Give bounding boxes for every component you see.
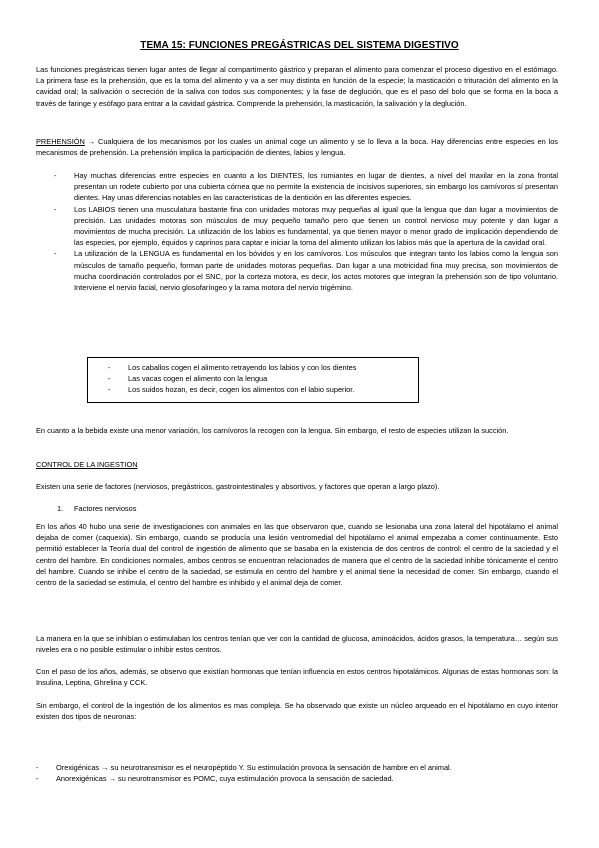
arrow-icon: → (87, 137, 96, 146)
prehension-heading: PREHENSIÓN (36, 137, 85, 146)
list-item-labios: - Los LABIOS tienen una musculatura bastante fina con unidades motoras muy pequeñas al igual que la lengua que dan lugar a movimientos de precisión. Las unidades motoras son músculos de muy pequeño tamaño pero que tienen un control nervioso muy potente y dan lugar a movimientos de mucha precisión. La utilización de los labios es fundamental, ya que tienen mayor o menor grado de implicación dependiendo de las especies, por ejemplo, équidos y caprinos para captar e iniciar la toma del alimento utilizan los labios más que la apertura de la cavidad oral. (36, 204, 558, 249)
list-item-dientes: - Hay muchas diferencias entre especies en cuanto a los DIENTES, los rumiantes en lugar de dientes, a nivel del maxilar en la zona frontal presentan un rodete cubierto por una cubierta córnea que no permite la existencia de incisivos superiores, sin embargo los carnívoros sí presentan dientes. Hay unas diferencias notables en las características de la dentición en las diferentes especies. (36, 170, 558, 204)
control-intro: Existen una serie de factores (nerviosos, pregástricos, gastrointestinales y absortivos, y factores que operan a largo plazo). (36, 482, 440, 491)
list-item-orexigenicas: - Orexigénicas → su neurotransmisor es el neuropéptido Y. Su estimulación provoca la sensación de hambre en el animal. (36, 762, 558, 773)
factores-paragraph-1: En los años 40 hubo una serie de investigaciones con animales en las que observaron que, cuando se lesionaba una zona lateral del hipotálamo el animal dejaba de comer (caquexia). Sin embargo, cuando se producía una lesión ventromedial del hipotálamo el animal empezaba a comer continuamente. Esto permitió establecer la Teoría dual del control de ingestión de alimento que se basaba en la existencia de dos centros de control: el centro de la saciedad y el centro del hambre. En condiciones normales, ambos centros se encuentran relacionados de manera que el centro de la saciedad inhibe tónicamente el centro del hambre. Cuando se inhibe el centro de la saciedad, se estimula en centro del hambre y el animal tiene la necesidad de comer. Sin embargo, cuando el centro de la saciedad se estimula, el centro del hambre es inhibido y el animal deja de comer. (36, 522, 558, 588)
subsection-title: Factores nerviosos (74, 504, 137, 513)
intro-paragraph: Las funciones pregástricas tienen lugar antes de llegar al compartimento gástrico y preparan el alimento para comenzar el proceso digestivo en el estómago. La primera fase es la prehensión, que es la toma del alimento y va a ser muy distinta en función de la especie; la masticación o trituración del alimento en la cavidad oral; la salivación o secreción de la saliva con todos sus componentes; y la fase de deglución, que es el paso del bolo que se forma en la boca a través de faringe y esófago para entrar a la cavidad gástrica. Comprende la prehensión, la masticación, la salivación y la deglución. (36, 65, 558, 108)
species-examples-list (88, 362, 418, 396)
section-heading-control (36, 459, 558, 470)
list-item-anorexigenicas: - Anorexigénicas → su neurotransmisor es POMC, cuya estimulación provoca la sensación de saciedad. (36, 773, 558, 784)
page-title: TEMA 15: FUNCIONES PREGÁSTRICAS DEL SISTEMA DIGESTIVO (140, 40, 459, 51)
bebida-paragraph: En cuanto a la bebida existe una menor variación, los carnívoros la recogen con la lengua. Sin embargo, el resto de especies utilizan la succión. (36, 426, 509, 435)
neurons-list (36, 762, 558, 784)
list-item-lengua: - La utilización de la LENGUA es fundamental en los bóvidos y en los carnívoros. Los músculos que integran tanto los labios como la lengua son músculos de tamaño pequeño, forman parte de unidades motoras pequeñas. Dan lugar a una motricidad fina muy precisa, son movimientos de mucha coordinación controlados por el SNC, por la corteza motora, es decir, los actos motores que integran la prehensión son de tipo voluntario. Interviene el nervio facial, nervio glosofaríngeo y la rama motora del nervio trigémino. (36, 248, 558, 293)
example-item-caballos: - Los caballos cogen el alimento retrayendo los labios y con los dientes (88, 362, 418, 373)
factores-paragraph-2: La manera en la que se inhibían o estimulaban los centros tenían que ver con la cantidad de glucosa, aminoácidos, ácidos grasos, la temperatura… según sus niveles era o no posible estimular o inhibir estos centros. (36, 634, 558, 655)
example-item-vacas: - Las vacas cogen el alimento con la lengua (88, 373, 418, 384)
prehension-paragraph (36, 136, 558, 158)
subsection-number: 1. (57, 504, 64, 513)
control-heading: CONTROL DE LA INGESTION (36, 460, 138, 469)
prehension-list (36, 170, 558, 293)
prehension-definition: Cualquiera de los mecanismos por los cuales un animal coge un alimento y se lo lleva a la boca. Hay diferencias entre especies en los mecanismos de prehensión. La prehensión implica la participación de dientes, labios y lengua. (36, 137, 558, 158)
example-item-suidos: - Los suidos hozan, es decir, cogen los alimentos con el labio superior. (88, 384, 418, 395)
species-examples-box (87, 357, 419, 403)
factores-paragraph-3: Con el paso de los años, además, se observo que existían hormonas que tenían influencia en estos centros hipotalámicos. Algunas de estas hormonas son: la Insulina, Leptina, Ghrelina y CCK. (36, 667, 558, 688)
factores-paragraph-4: Sin embargo, el control de la ingestión de los alimentos es mas compleja. Se ha observado que existe un núcleo arqueado en el hipotálamo en cuyo interior existen dos tipos de neuronas: (36, 701, 558, 722)
